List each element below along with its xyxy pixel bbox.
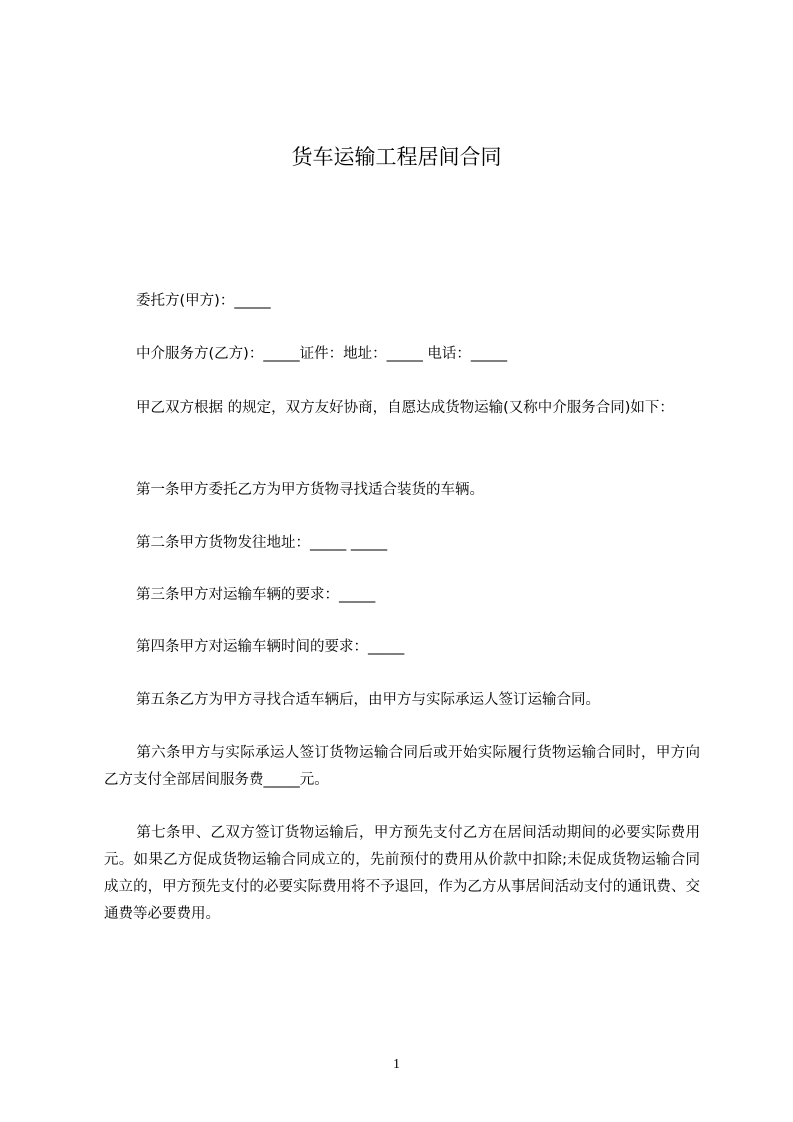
article-6-paragraph: [104, 740, 700, 794]
article-7-paragraph: [104, 820, 700, 928]
document-title: 货车运输工程居间合同: [291, 145, 502, 169]
article-1: 第一条甲方委托乙方为甲方货物寻找适合装货的车辆。: [136, 482, 484, 498]
article-4: 第四条甲方对运输车辆时间的要求：_____: [136, 639, 405, 655]
article-7-text: 第七条甲、乙双方签订货物运输后，甲方预先支付乙方在居间活动期间的必要实际费用元。如果乙方促成货物运输合同成立的，先前预付的费用从价款中扣除;未促成货物运输合同成立的，甲方预先支付的必要实际费用将不予退回，作为乙方从事居间活动支付的通讯费、交通费等必要费用。: [104, 825, 700, 922]
article-3: 第三条甲方对运输车辆的要求：_____: [136, 587, 376, 603]
intermediary-party-line: 中介服务方(乙方)：_____证件：地址：_____ 电话：_____: [136, 346, 508, 362]
preamble-text: 甲乙双方根据 的规定，双方友好协商，自愿达成货物运输(又称中介服务合同)如下：: [136, 400, 674, 416]
article-2: 第二条甲方货物发往地址：_____ _____: [136, 535, 388, 551]
article-6-text: 第六条甲方与实际承运人签订货物运输合同后或开始实际履行货物运输合同时，甲方向乙方支付全部居间服务费_____元。: [104, 745, 700, 788]
page-number: 1: [393, 1057, 400, 1072]
article-5: 第五条乙方为甲方寻找合适车辆后，由甲方与实际承运人签订运输合同。: [136, 692, 600, 708]
preamble-paragraph: [104, 395, 700, 422]
client-party-line: 委托方(甲方)：_____: [136, 293, 271, 309]
